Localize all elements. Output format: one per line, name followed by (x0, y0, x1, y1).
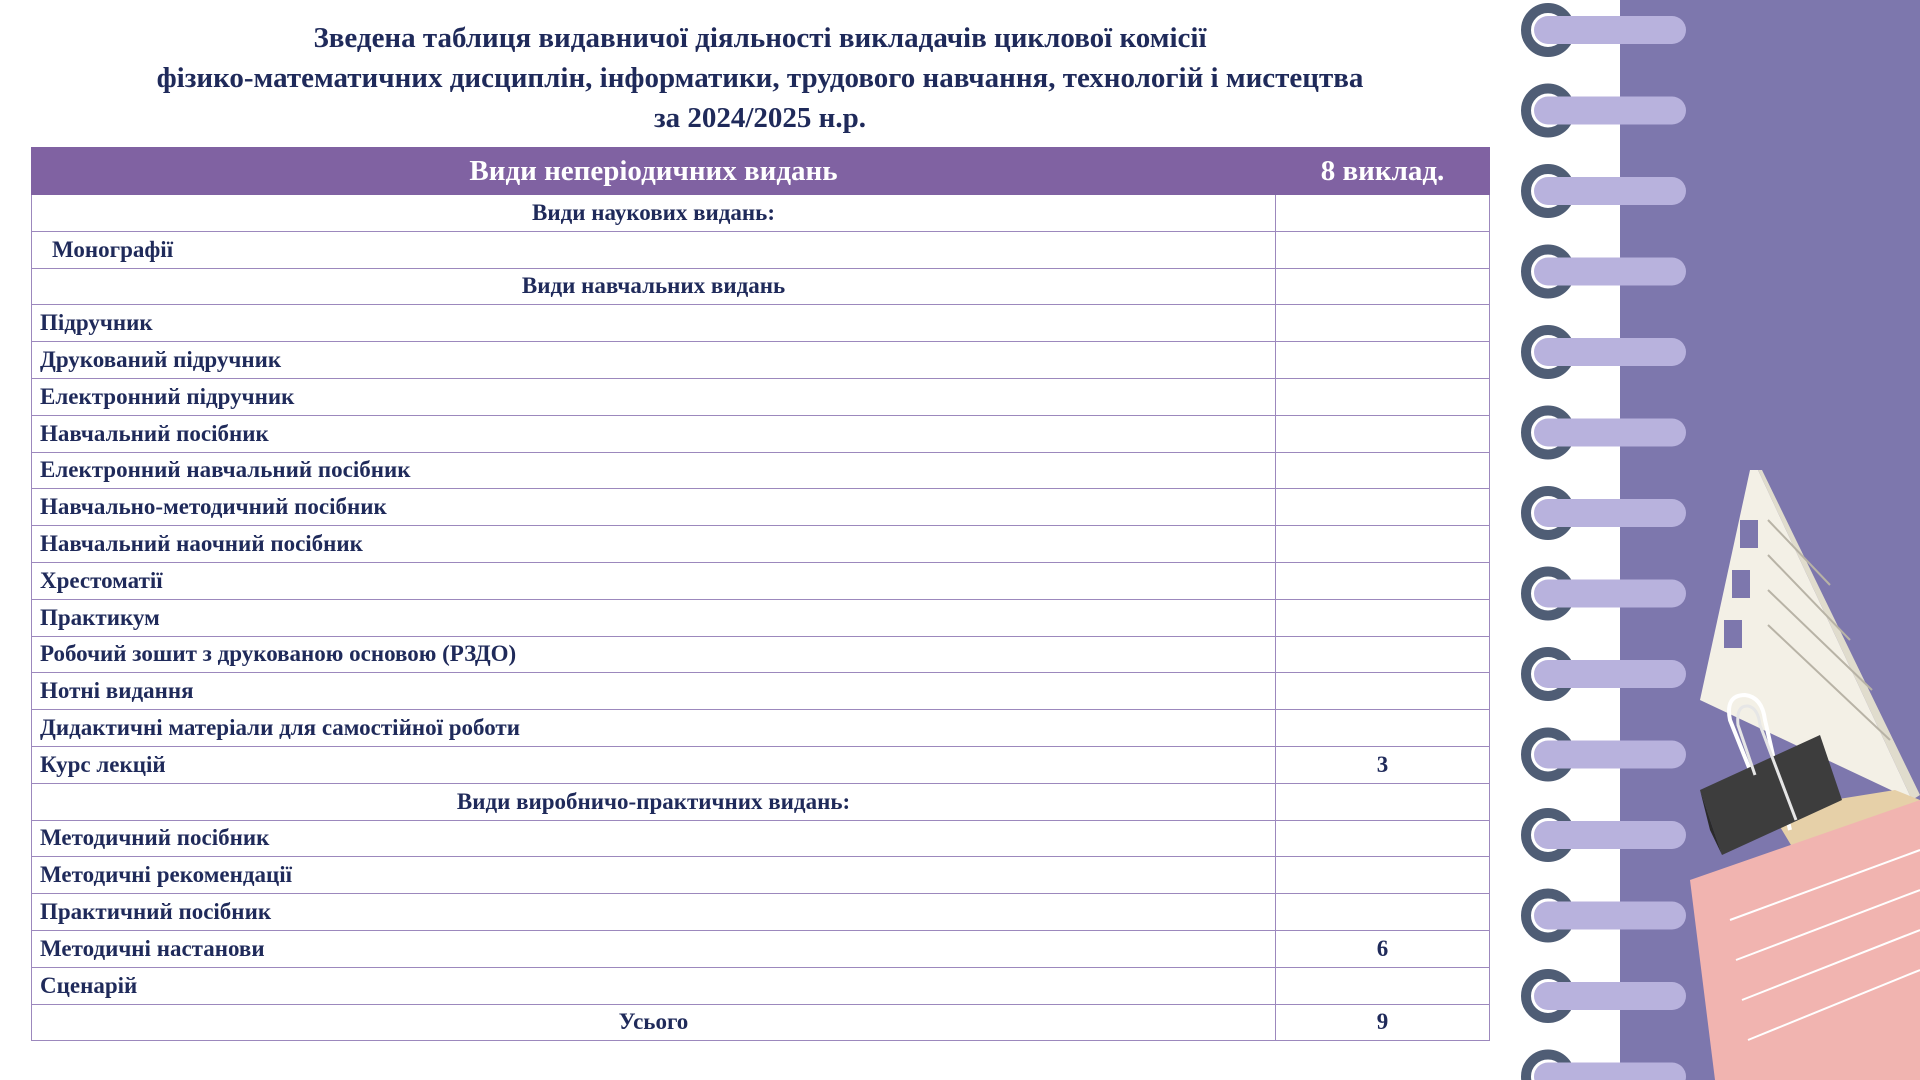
row-value (1276, 857, 1490, 894)
row-value (1276, 342, 1490, 379)
row-value (1276, 452, 1490, 489)
row-value: 3 (1276, 746, 1490, 783)
table-row (32, 452, 1490, 489)
row-value (1276, 415, 1490, 452)
row-label: Види виробничо-практичних видань: (32, 783, 1276, 820)
title-line-2: фізико-математичних дисциплін, інформатики, трудового навчання, технологій і мистецтва (156, 62, 1364, 94)
title-line-3: за 2024/2025 н.р. (653, 102, 867, 134)
row-value (1276, 489, 1490, 526)
header-publication-types: Види неперіодичних видань (32, 148, 1276, 195)
table-row (32, 342, 1490, 379)
row-label: Усього (32, 1004, 1276, 1041)
row-value (1276, 820, 1490, 857)
table-section-row (32, 195, 1490, 232)
page-title (30, 18, 1490, 138)
row-label: Підручник (32, 305, 1276, 342)
table-row (32, 967, 1490, 1004)
table-row (32, 894, 1490, 931)
row-value (1276, 231, 1490, 268)
row-value (1276, 562, 1490, 599)
table-row (32, 378, 1490, 415)
row-value (1276, 894, 1490, 931)
row-label: Види наукових видань: (32, 195, 1276, 232)
publications-table (31, 147, 1490, 1041)
row-label: Навчальний посібник (32, 415, 1276, 452)
row-label: Методичний посібник (32, 820, 1276, 857)
row-label: Практикум (32, 599, 1276, 636)
row-value (1276, 599, 1490, 636)
table-row (32, 305, 1490, 342)
row-label: Навчальний наочний посібник (32, 526, 1276, 563)
row-label: Електронний підручник (32, 378, 1276, 415)
table-row (32, 415, 1490, 452)
row-label: Сценарій (32, 967, 1276, 1004)
row-label: Методичні рекомендації (32, 857, 1276, 894)
row-label: Друкований підручник (32, 342, 1276, 379)
row-label: Робочий зошит з друкованою основою (РЗДО) (32, 636, 1276, 673)
row-value: 9 (1276, 1004, 1490, 1041)
table-row (32, 636, 1490, 673)
row-value (1276, 673, 1490, 710)
table-section-row (32, 268, 1490, 305)
row-label: Дидактичні матеріали для самостійної роботи (32, 710, 1276, 747)
row-value: 6 (1276, 930, 1490, 967)
row-label: Нотні видання (32, 673, 1276, 710)
title-line-1: Зведена таблиця видавничої діяльності викладачів циклової комісії (313, 22, 1207, 54)
table-row (32, 526, 1490, 563)
row-label: Види навчальних видань (32, 268, 1276, 305)
row-value (1276, 305, 1490, 342)
table-row (32, 599, 1490, 636)
row-value (1276, 195, 1490, 232)
table-header-row (32, 148, 1490, 195)
row-label: Хрестоматії (32, 562, 1276, 599)
row-label: Навчально-методичний посібник (32, 489, 1276, 526)
row-label: Методичні настанови (32, 930, 1276, 967)
table-row (32, 746, 1490, 783)
row-value (1276, 783, 1490, 820)
row-value (1276, 378, 1490, 415)
row-value (1276, 268, 1490, 305)
table-row (32, 857, 1490, 894)
table-row (32, 231, 1490, 268)
row-label: Курс лекцій (32, 746, 1276, 783)
table-row (32, 489, 1490, 526)
table-row (32, 930, 1490, 967)
table-section-row (32, 783, 1490, 820)
table-row (32, 562, 1490, 599)
table-row (32, 710, 1490, 747)
row-value (1276, 636, 1490, 673)
table-row (32, 820, 1490, 857)
row-value (1276, 710, 1490, 747)
row-value (1276, 526, 1490, 563)
row-label: Монографії (32, 231, 1276, 268)
row-label: Електронний навчальний посібник (32, 452, 1276, 489)
table-row (32, 673, 1490, 710)
row-value (1276, 967, 1490, 1004)
notebook-decoration (1500, 0, 1920, 1080)
table-total-row (32, 1004, 1490, 1041)
header-teachers-count: 8 виклад. (1276, 148, 1490, 195)
table-body (32, 195, 1490, 1041)
row-label: Практичний посібник (32, 894, 1276, 931)
